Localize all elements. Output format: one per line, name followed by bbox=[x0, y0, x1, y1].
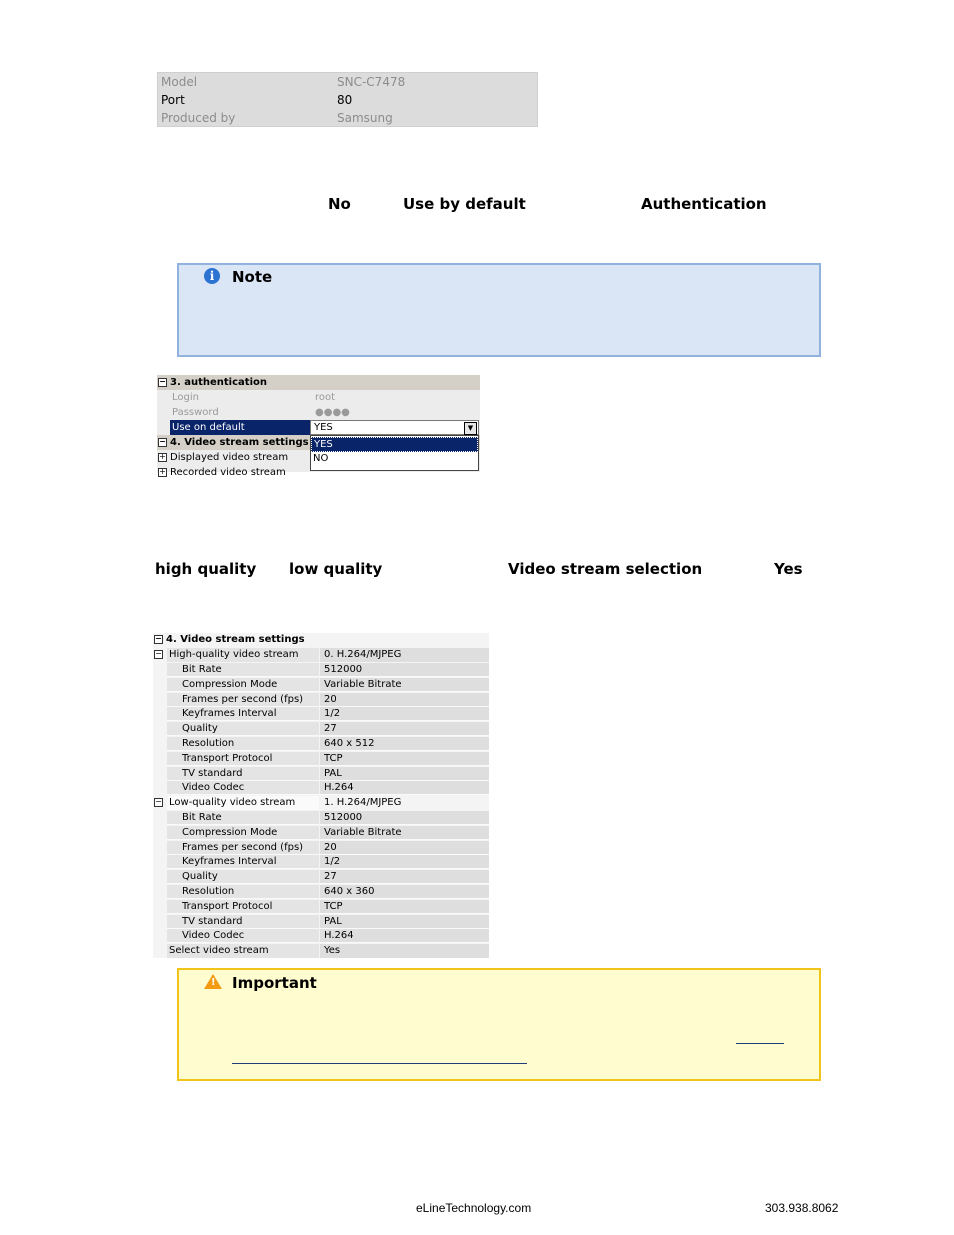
param-value[interactable]: 1/2 bbox=[320, 707, 489, 721]
param-label: TV standard bbox=[167, 767, 319, 781]
param-label: Frames per second (fps) bbox=[167, 841, 319, 855]
footer-phone: 303.938.8062 bbox=[765, 1201, 839, 1215]
high-stream-value[interactable]: 0. H.264/MJPEG bbox=[320, 648, 489, 662]
param-row[interactable] bbox=[153, 722, 489, 736]
info-icon: i bbox=[204, 268, 220, 284]
param-value[interactable]: PAL bbox=[320, 767, 489, 781]
param-row[interactable] bbox=[153, 707, 489, 721]
video-stream-selection-keyword: Video stream selection bbox=[508, 560, 703, 578]
producer-label: Produced by bbox=[161, 111, 236, 125]
vs-section-header[interactable] bbox=[153, 633, 489, 647]
param-row[interactable] bbox=[153, 663, 489, 677]
param-value[interactable]: 20 bbox=[320, 693, 489, 707]
use-default-value: YES bbox=[314, 422, 333, 433]
param-row[interactable] bbox=[153, 781, 489, 795]
footer-site: eLineTechnology.com bbox=[416, 1201, 532, 1215]
high-stream-row[interactable] bbox=[153, 648, 489, 662]
param-row[interactable] bbox=[153, 811, 489, 825]
param-row[interactable] bbox=[153, 929, 489, 943]
hyperlink-underline[interactable] bbox=[736, 1043, 784, 1044]
low-stream-label: Low-quality video stream bbox=[167, 796, 319, 810]
collapse-icon[interactable]: − bbox=[159, 376, 166, 386]
param-row[interactable] bbox=[153, 885, 489, 899]
select-stream-label: Select video stream bbox=[167, 944, 319, 958]
password-label: Password bbox=[172, 407, 219, 418]
param-row[interactable] bbox=[153, 841, 489, 855]
param-value[interactable]: 512000 bbox=[320, 811, 489, 825]
param-value[interactable]: 512000 bbox=[320, 663, 489, 677]
param-value[interactable]: TCP bbox=[320, 900, 489, 914]
option-yes[interactable]: YES bbox=[311, 437, 478, 452]
important-box bbox=[177, 968, 821, 1081]
expand-icon[interactable]: + bbox=[159, 466, 166, 476]
low-quality-keyword: low quality bbox=[289, 560, 383, 578]
note-title: Note bbox=[232, 268, 273, 286]
vs-section-title: 4. Video stream settings bbox=[166, 634, 305, 645]
expand-icon[interactable]: + bbox=[159, 451, 166, 461]
param-row[interactable] bbox=[153, 826, 489, 840]
param-value[interactable]: 20 bbox=[320, 841, 489, 855]
model-label: Model bbox=[161, 75, 198, 89]
port-label: Port bbox=[161, 93, 185, 107]
high-quality-keyword: high quality bbox=[155, 560, 257, 578]
param-label: Video Codec bbox=[167, 929, 319, 943]
auth-section-header[interactable] bbox=[157, 375, 480, 390]
collapse-icon[interactable]: − bbox=[155, 633, 162, 643]
recorded-stream-label: Recorded video stream bbox=[170, 467, 286, 478]
login-row bbox=[157, 390, 480, 405]
param-value[interactable]: 27 bbox=[320, 870, 489, 884]
param-label: Compression Mode bbox=[167, 678, 319, 692]
param-value[interactable]: 640 x 512 bbox=[320, 737, 489, 751]
param-label: Transport Protocol bbox=[167, 752, 319, 766]
device-info-table bbox=[157, 72, 538, 127]
auth-settings-screenshot bbox=[157, 375, 480, 478]
param-value[interactable]: PAL bbox=[320, 915, 489, 929]
param-value[interactable]: H.264 bbox=[320, 929, 489, 943]
no-keyword: No bbox=[328, 195, 351, 213]
param-row[interactable] bbox=[153, 737, 489, 751]
important-title: Important bbox=[232, 974, 317, 992]
dropdown-list[interactable] bbox=[310, 435, 479, 471]
collapse-icon[interactable]: − bbox=[155, 796, 162, 806]
param-value[interactable]: 640 x 360 bbox=[320, 885, 489, 899]
video-stream-settings-screenshot bbox=[153, 633, 489, 958]
param-label: Keyframes Interval bbox=[167, 707, 319, 721]
param-label: TV standard bbox=[167, 915, 319, 929]
table-row bbox=[161, 73, 535, 91]
param-row[interactable] bbox=[153, 900, 489, 914]
param-row[interactable] bbox=[153, 870, 489, 884]
use-default-row[interactable] bbox=[157, 420, 480, 435]
low-stream-value[interactable]: 1. H.264/MJPEG bbox=[320, 796, 489, 810]
displayed-stream-label: Displayed video stream bbox=[170, 452, 289, 463]
collapse-icon[interactable]: − bbox=[155, 648, 162, 658]
authentication-keyword: Authentication bbox=[641, 195, 767, 213]
param-label: Resolution bbox=[167, 737, 319, 751]
use-default-label: Use on default bbox=[170, 420, 310, 435]
param-label: Bit Rate bbox=[167, 811, 319, 825]
select-stream-row[interactable] bbox=[153, 944, 489, 958]
login-value: root bbox=[315, 392, 336, 403]
param-value[interactable]: Variable Bitrate bbox=[320, 826, 489, 840]
param-row[interactable] bbox=[153, 693, 489, 707]
param-row[interactable] bbox=[153, 855, 489, 869]
video-section-title: 4. Video stream settings bbox=[170, 437, 309, 448]
param-label: Frames per second (fps) bbox=[167, 693, 319, 707]
yes-keyword: Yes bbox=[774, 560, 803, 578]
param-value[interactable]: 1/2 bbox=[320, 855, 489, 869]
use-by-default-keyword: Use by default bbox=[403, 195, 526, 213]
param-value[interactable]: TCP bbox=[320, 752, 489, 766]
use-default-select[interactable] bbox=[310, 420, 479, 435]
hyperlink-underline[interactable] bbox=[232, 1063, 527, 1064]
param-value[interactable]: 27 bbox=[320, 722, 489, 736]
param-label: Keyframes Interval bbox=[167, 855, 319, 869]
producer-value: Samsung bbox=[337, 111, 393, 125]
param-label: Quality bbox=[167, 722, 319, 736]
auth-section-title: 3. authentication bbox=[170, 377, 267, 388]
param-row[interactable] bbox=[153, 767, 489, 781]
param-label: Compression Mode bbox=[167, 826, 319, 840]
collapse-icon[interactable]: − bbox=[159, 436, 166, 446]
param-label: Transport Protocol bbox=[167, 900, 319, 914]
param-value[interactable]: Variable Bitrate bbox=[320, 678, 489, 692]
param-row[interactable] bbox=[153, 915, 489, 929]
param-label: Resolution bbox=[167, 885, 319, 899]
note-box bbox=[177, 263, 821, 357]
chevron-down-icon[interactable]: ▼ bbox=[464, 422, 477, 435]
warning-mark: ! bbox=[211, 977, 216, 988]
param-label: Video Codec bbox=[167, 781, 319, 795]
param-row[interactable] bbox=[153, 752, 489, 766]
option-no[interactable]: NO bbox=[313, 453, 329, 464]
table-row bbox=[161, 109, 535, 127]
low-stream-row[interactable] bbox=[153, 796, 489, 810]
model-value: SNC-C7478 bbox=[337, 75, 406, 89]
password-row bbox=[157, 405, 480, 420]
high-stream-label: High-quality video stream bbox=[167, 648, 319, 662]
param-row[interactable] bbox=[153, 678, 489, 692]
param-value[interactable]: H.264 bbox=[320, 781, 489, 795]
password-value: ●●●● bbox=[315, 407, 350, 418]
port-value: 80 bbox=[337, 93, 353, 107]
param-label: Bit Rate bbox=[167, 663, 319, 677]
select-stream-value[interactable]: Yes bbox=[320, 944, 489, 958]
login-label: Login bbox=[172, 392, 199, 403]
table-row bbox=[161, 91, 535, 109]
param-label: Quality bbox=[167, 870, 319, 884]
